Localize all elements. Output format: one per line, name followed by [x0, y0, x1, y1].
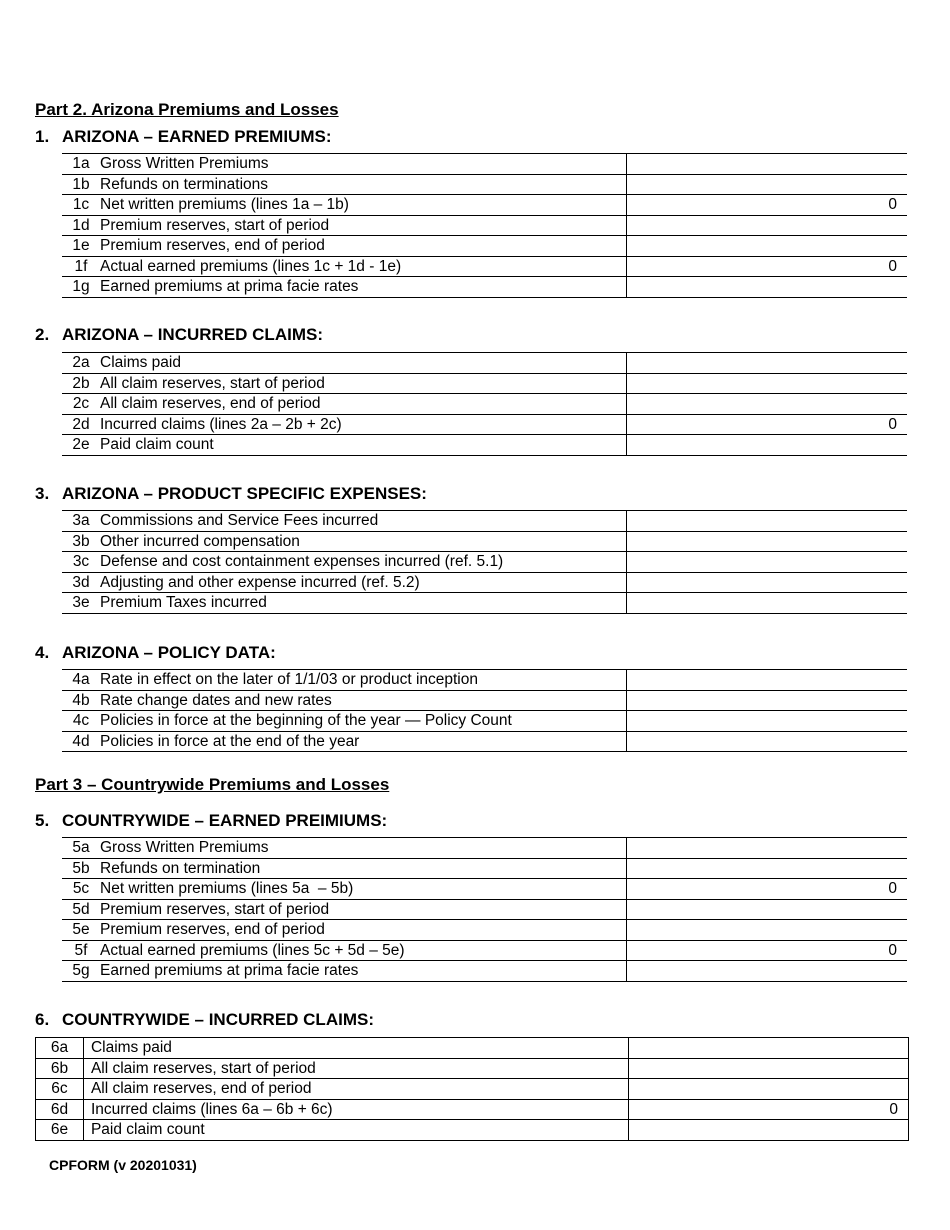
- form-row-2e: [62, 435, 907, 456]
- section-2-heading: [35, 325, 323, 345]
- amount-cell[interactable]: [629, 1038, 909, 1059]
- form-row-6e: [36, 1120, 909, 1141]
- line-code: 1e: [72, 237, 90, 255]
- form-row-6c: [36, 1079, 909, 1100]
- amount-cell[interactable]: [626, 920, 907, 941]
- line-description: All claim reserves, end of period: [83, 1079, 628, 1100]
- line-code: 6b: [36, 1058, 84, 1079]
- section-1-number: 1.: [35, 127, 50, 146]
- amount-cell[interactable]: 0: [626, 195, 907, 216]
- line-code: 2d: [72, 415, 90, 433]
- line-description: Refunds on termination: [100, 859, 261, 877]
- form-row-5b: [62, 858, 907, 879]
- form-row-6b: [36, 1058, 909, 1079]
- countrywide-premiums-table: [62, 837, 907, 982]
- form-row-1c: [62, 195, 907, 216]
- amount-cell[interactable]: [626, 961, 907, 982]
- form-row-1f: [62, 256, 907, 277]
- section-4-title: ARIZONA – POLICY DATA:: [62, 643, 276, 662]
- line-code: 3d: [72, 573, 90, 591]
- form-row-4d: [62, 731, 907, 752]
- line-description: Defense and cost containment expenses incurred (ref. 5.1): [100, 553, 504, 571]
- amount-cell[interactable]: [626, 154, 907, 175]
- amount-cell[interactable]: [626, 690, 907, 711]
- line-code: 5e: [72, 921, 90, 939]
- section-2-number: 2.: [35, 325, 50, 344]
- countrywide-claims-table: [35, 1037, 909, 1141]
- amount-cell[interactable]: [629, 1120, 909, 1141]
- line-code: 4a: [72, 671, 90, 689]
- line-code: 2e: [72, 436, 90, 454]
- amount-cell[interactable]: [626, 731, 907, 752]
- form-row-1g: [62, 277, 907, 298]
- form-row-5f: [62, 940, 907, 961]
- line-code: 2a: [72, 354, 90, 372]
- line-code: 1g: [72, 278, 90, 296]
- section-2-title: ARIZONA – INCURRED CLAIMS:: [62, 325, 323, 344]
- part2-title: Part 2. Arizona Premiums and Losses: [35, 100, 339, 119]
- amount-cell[interactable]: [626, 711, 907, 732]
- line-description: Paid claim count: [100, 436, 214, 454]
- form-row-1e: [62, 236, 907, 257]
- amount-cell[interactable]: [626, 174, 907, 195]
- line-description: Adjusting and other expense incurred (ref. 5.2): [100, 573, 420, 591]
- form-row-1d: [62, 215, 907, 236]
- section-3-number: 3.: [35, 484, 50, 503]
- section-6-heading: [35, 1010, 374, 1030]
- line-description: Claims paid: [100, 354, 181, 372]
- amount-cell[interactable]: [626, 394, 907, 415]
- form-row-3d: [62, 572, 907, 593]
- amount-cell[interactable]: [626, 215, 907, 236]
- amount-cell[interactable]: [626, 838, 907, 859]
- amount-cell[interactable]: [626, 373, 907, 394]
- form-row-3a: [62, 511, 907, 532]
- line-code: 3c: [72, 553, 90, 571]
- amount-cell[interactable]: [629, 1079, 909, 1100]
- line-code: 2b: [72, 374, 90, 392]
- line-description: Net written premiums (lines 5a – 5b): [100, 880, 354, 898]
- form-row-4b: [62, 690, 907, 711]
- section-5-number: 5.: [35, 811, 50, 830]
- section-6-title: COUNTRYWIDE – INCURRED CLAIMS:: [62, 1010, 374, 1029]
- line-code: 5a: [72, 839, 90, 857]
- form-row-6a: [36, 1038, 909, 1059]
- line-code: 1a: [72, 155, 90, 173]
- line-code: 3e: [72, 594, 90, 612]
- form-row-5c: [62, 879, 907, 900]
- earned-premiums-table: [62, 153, 907, 298]
- amount-cell[interactable]: 0: [626, 879, 907, 900]
- form-row-2c: [62, 394, 907, 415]
- line-code: 6e: [36, 1120, 84, 1141]
- line-code: 4c: [72, 712, 90, 730]
- amount-cell[interactable]: [626, 593, 907, 614]
- line-description: Incurred claims (lines 6a – 6b + 6c): [83, 1099, 628, 1120]
- form-row-3b: [62, 531, 907, 552]
- amount-cell[interactable]: [626, 899, 907, 920]
- form-row-1b: [62, 174, 907, 195]
- form-row-3c: [62, 552, 907, 573]
- line-code: 5c: [72, 880, 90, 898]
- line-description: Earned premiums at prima facie rates: [100, 278, 359, 296]
- section-5-title: COUNTRYWIDE – EARNED PREIMIUMS:: [62, 811, 388, 830]
- line-description: Other incurred compensation: [100, 532, 300, 550]
- line-code: 6c: [36, 1079, 84, 1100]
- line-description: All claim reserves, start of period: [100, 374, 325, 392]
- form-row-3e: [62, 593, 907, 614]
- line-code: 5d: [72, 900, 90, 918]
- amount-cell[interactable]: [629, 1058, 909, 1079]
- line-description: Earned premiums at prima facie rates: [100, 962, 359, 980]
- amount-cell[interactable]: [626, 552, 907, 573]
- form-row-5d: [62, 899, 907, 920]
- form-row-2d: [62, 414, 907, 435]
- amount-cell[interactable]: [626, 572, 907, 593]
- line-code: 1d: [72, 216, 90, 234]
- form-row-5g: [62, 961, 907, 982]
- product-expenses-table: [62, 510, 907, 614]
- line-code: 5b: [72, 859, 90, 877]
- amount-cell[interactable]: [626, 353, 907, 374]
- form-row-5e: [62, 920, 907, 941]
- part3-title: Part 3 – Countrywide Premiums and Losses: [35, 775, 390, 794]
- form-row-4a: [62, 670, 907, 691]
- line-description: Commissions and Service Fees incurred: [100, 512, 379, 530]
- line-code: 4d: [72, 732, 90, 750]
- line-description: Net written premiums (lines 1a – 1b): [100, 196, 349, 214]
- line-code: 6a: [36, 1038, 84, 1059]
- line-description: All claim reserves, end of period: [100, 395, 321, 413]
- amount-cell[interactable]: [626, 236, 907, 257]
- line-code: 4b: [72, 691, 90, 709]
- form-row-2b: [62, 373, 907, 394]
- line-description: Gross Written Premiums: [100, 155, 269, 173]
- form-row-2a: [62, 353, 907, 374]
- section-4-heading: [35, 643, 276, 663]
- section-6-number: 6.: [35, 1010, 50, 1029]
- incurred-claims-table: [62, 352, 907, 456]
- line-description: Actual earned premiums (lines 5c + 5d – 5e): [100, 941, 405, 959]
- line-code: 1b: [72, 175, 90, 193]
- line-description: Premium reserves, start of period: [100, 216, 330, 234]
- line-code: 3b: [72, 532, 90, 550]
- line-description: Claims paid: [83, 1038, 628, 1059]
- section-3-heading: [35, 484, 427, 504]
- section-1-title: ARIZONA – EARNED PREMIUMS:: [62, 127, 332, 146]
- amount-cell[interactable]: [626, 511, 907, 532]
- line-code: 1c: [72, 196, 90, 214]
- amount-cell[interactable]: [626, 858, 907, 879]
- amount-cell[interactable]: [626, 670, 907, 691]
- line-description: Refunds on terminations: [100, 175, 269, 193]
- line-description: Premium reserves, end of period: [100, 237, 325, 255]
- amount-cell[interactable]: [626, 277, 907, 298]
- line-description: Policies in force at the end of the year: [100, 732, 360, 750]
- form-row-6d: [36, 1099, 909, 1120]
- amount-cell[interactable]: 0: [626, 414, 907, 435]
- line-description: Rate change dates and new rates: [100, 691, 332, 709]
- form-row-1a: [62, 154, 907, 175]
- policy-data-table: [62, 669, 907, 752]
- form-row-5a: [62, 838, 907, 859]
- amount-cell[interactable]: 0: [626, 256, 907, 277]
- form-row-4c: [62, 711, 907, 732]
- line-description: Premium reserves, start of period: [100, 900, 330, 918]
- section-5-heading: [35, 811, 387, 831]
- amount-cell[interactable]: 0: [629, 1099, 909, 1120]
- section-4-number: 4.: [35, 643, 50, 662]
- line-description: Premium Taxes incurred: [100, 594, 267, 612]
- amount-cell[interactable]: [626, 531, 907, 552]
- line-code: 5g: [72, 962, 90, 980]
- line-description: Premium reserves, end of period: [100, 921, 325, 939]
- line-description: Paid claim count: [83, 1120, 628, 1141]
- section-3-title: ARIZONA – PRODUCT SPECIFIC EXPENSES:: [62, 484, 427, 503]
- line-code: 6d: [36, 1099, 84, 1120]
- amount-cell[interactable]: 0: [626, 940, 907, 961]
- line-code: 2c: [72, 395, 90, 413]
- line-code: 1f: [74, 257, 88, 275]
- line-description: All claim reserves, start of period: [83, 1058, 628, 1079]
- line-code: 3a: [72, 512, 90, 530]
- line-description: Incurred claims (lines 2a – 2b + 2c): [100, 415, 342, 433]
- line-description: Actual earned premiums (lines 1c + 1d - 1e): [100, 257, 402, 275]
- line-code: 5f: [74, 941, 88, 959]
- section-1-heading: [35, 127, 332, 147]
- line-description: Rate in effect on the later of 1/1/03 or product inception: [100, 671, 478, 689]
- line-description: Policies in force at the beginning of the year — Policy Count: [100, 712, 512, 730]
- line-description: Gross Written Premiums: [100, 839, 269, 857]
- amount-cell[interactable]: [626, 435, 907, 456]
- form-version: CPFORM (v 20201031): [49, 1157, 197, 1173]
